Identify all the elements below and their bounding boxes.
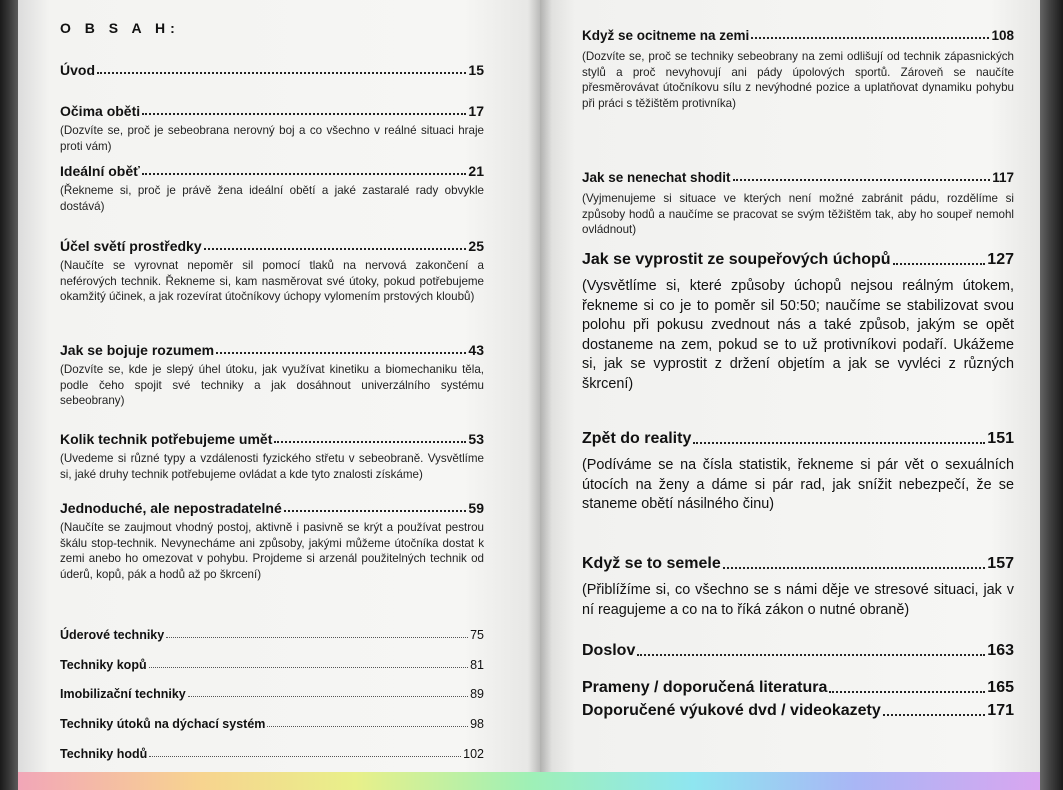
dot-leader — [274, 441, 466, 443]
toc-entry-title: Účel světí prostředky — [60, 238, 202, 254]
toc-entry-title: Jak se vyprostit ze soupeřových úchopů — [582, 251, 891, 268]
toc-entry-heading — [582, 702, 1014, 720]
dot-leader — [204, 248, 467, 250]
toc-entry-heading — [582, 679, 1014, 697]
toc-subentry-heading — [60, 628, 484, 642]
toc-entry-description: (Naučíte se vyrovnat nepoměr sil pomocí tlaků na nervová zakončení a neférových technik. Řekneme si, kam nasměrovat své útoky, pokud potřebujeme okamžitý účinek, a jak rozevírat útočníkovy úchopy vylomením prstových kloubů) — [60, 259, 484, 303]
toc-entry-title: Úvod — [60, 62, 95, 78]
toc-entry — [60, 342, 484, 409]
toc-entry — [60, 163, 484, 214]
toc-entry-heading — [60, 500, 484, 516]
toc-entry-page: 25 — [468, 238, 484, 254]
toc-entry-description: (Dozvíte se, kde je slepý úhel útoku, jak využívat kinetiku a biomechaniku těla, podle čeho spojit své techniky a jak dosáhnout univerzálního systému sebeobrany) — [60, 363, 484, 407]
toc-heading: O B S A H: — [60, 20, 180, 36]
toc-subentry-title: Techniky hodů — [60, 747, 148, 761]
toc-subentry-heading — [60, 687, 484, 701]
toc-entry-heading — [60, 163, 484, 179]
dot-leader — [97, 72, 466, 74]
toc-entry-heading — [582, 28, 1014, 43]
toc-entry — [582, 702, 1014, 720]
toc-entry-heading — [60, 342, 484, 358]
dot-leader — [188, 696, 468, 697]
toc-entry-heading — [60, 103, 484, 119]
toc-entry — [582, 555, 1014, 620]
right-page — [540, 0, 1040, 775]
dot-leader — [284, 510, 467, 512]
toc-entry-heading — [60, 62, 484, 78]
toc-entry-page: 157 — [987, 555, 1014, 572]
toc-entry-title: Prameny / doporučená literatura — [582, 679, 828, 696]
dot-leader — [893, 263, 986, 265]
toc-entry — [60, 103, 484, 154]
toc-entry-title: Když se ocitneme na zemi — [582, 28, 750, 43]
toc-subentry — [60, 687, 484, 701]
toc-subentry-page: 89 — [470, 687, 484, 701]
dot-leader — [216, 352, 466, 354]
toc-entry — [582, 28, 1014, 111]
left-page — [18, 0, 542, 775]
dot-leader — [637, 654, 985, 656]
toc-entry-title: Když se to semele — [582, 555, 721, 572]
toc-entry-heading — [582, 430, 1014, 448]
dot-leader — [142, 113, 466, 115]
toc-entry — [60, 238, 484, 305]
toc-entry-description: (Vysvětlíme si, které způsoby úchopů nejsou reálným útokem, řekneme si co je to poměr sil 50:50; naučíme se stabilizovat svou polohu při pokusu zvednout nás a také způsob, jakým se opět dostaneme na zem, pokud se to už protivníkovi podaří. Ukážeme si, jak se vyprostit z držení objetím a jak se vyvléci z různých škrcení) — [582, 278, 1014, 392]
toc-entry-description: (Dozvíte se, proč se techniky sebeobrany na zemi odlišují od technik zápasnických stylů a proč nevyhovují ani pády úpolových sportů. Zároveň se naučíte přesměrovávat útočníkovu sílu z nevýhodné pozice a uplatňovat dynamiku pohybu při práci s těžištěm protivníka) — [582, 50, 1014, 110]
toc-entry-description: (Dozvíte se, proč je sebeobrana nerovný boj a co všechno v reálné situaci hraje proti vám) — [60, 124, 484, 153]
toc-entry-page: 117 — [992, 170, 1014, 185]
toc-subentry — [60, 747, 484, 761]
dot-leader — [267, 726, 468, 727]
toc-entry-title: Jak se bojuje rozumem — [60, 342, 215, 358]
toc-entry-title: Ideální oběť — [60, 163, 140, 179]
dot-leader — [149, 756, 461, 757]
toc-entry-description: (Podíváme se na čísla statistik, řekneme si pár vět o sexuálních útocích na ženy a dáme si pár rad, jak snížit nebezpečí, že se staneme obětí násilného činu) — [582, 457, 1014, 512]
dot-leader — [751, 37, 989, 39]
toc-subentry-page: 98 — [470, 717, 484, 731]
toc-entry — [582, 642, 1014, 660]
toc-entry-description: (Vyjmenujeme si situace ve kterých není možné zabránit pádu, rozdělíme si způsoby hodů a naučíme se pracovat se svým těžištěm tak, aby ho soupeř nemohl ovládnout) — [582, 192, 1014, 236]
toc-entry-title: Jednoduché, ale nepostradatelné — [60, 500, 282, 516]
dot-leader — [149, 667, 469, 668]
toc-subentry-heading — [60, 658, 484, 672]
toc-subentry-title: Techniky kopů — [60, 658, 147, 672]
toc-entry-page: 21 — [468, 163, 484, 179]
toc-entry-page: 108 — [991, 28, 1014, 43]
toc-entry-heading — [582, 555, 1014, 573]
toc-subentry-heading — [60, 747, 484, 761]
toc-subentry-title: Úderové techniky — [60, 628, 165, 642]
toc-entry — [582, 251, 1014, 394]
dot-leader — [723, 567, 986, 569]
toc-entry-title: Jak se nenechat shodit — [582, 170, 731, 185]
toc-entry-heading — [60, 431, 484, 447]
toc-entry-page: 59 — [468, 500, 484, 516]
dot-leader — [883, 714, 986, 716]
page-edge-rainbow — [18, 772, 1040, 790]
toc-entry-description: (Přiblížíme si, co všechno se s námi děje ve stresové situaci, jak v ní reagujeme a co na to říká zákon o nutné obraně) — [582, 582, 1014, 618]
toc-entry-title: Očima oběti — [60, 103, 141, 119]
toc-entry-page: 43 — [468, 342, 484, 358]
toc-entry-page: 171 — [987, 702, 1014, 719]
toc-subentry-title: Imobilizační techniky — [60, 687, 186, 701]
toc-entry-title: Kolik technik potřebujeme umět — [60, 431, 273, 447]
dot-leader — [142, 173, 467, 175]
toc-entry — [582, 679, 1014, 697]
toc-entry-page: 53 — [468, 431, 484, 447]
toc-entry-heading — [60, 238, 484, 254]
toc-entry-title: Doporučené výukové dvd / videokazety — [582, 702, 881, 719]
toc-entry-page: 151 — [987, 430, 1014, 447]
toc-subentry — [60, 658, 484, 672]
dot-leader — [829, 691, 985, 693]
dot-leader — [166, 637, 468, 638]
toc-entry-page: 127 — [987, 251, 1014, 268]
toc-entry-heading — [582, 642, 1014, 660]
toc-subentry — [60, 628, 484, 642]
toc-entry — [60, 431, 484, 482]
toc-entry-description: (Naučíte se zaujmout vhodný postoj, aktivně i pasivně se krýt a používat pestrou škálu stop-technik. Nevynecháme ani způsoby, jakými můžeme útočníka dostat k zemi anebo ho omezovat v pohybu. Projdeme si arzenál použitelných technik od úderů, kopů, pák a hodů až po škrcení) — [60, 521, 484, 581]
toc-subentry-heading — [60, 717, 484, 731]
toc-entry-description: (Uvedeme si různé typy a vzdálenosti fyzického střetu v sebeobraně. Vysvětlíme si, jaké druhy technik potřebujeme ovládat a kde tyto znalosti získáme) — [60, 452, 484, 481]
toc-entry — [60, 62, 484, 78]
toc-entry — [60, 500, 484, 582]
toc-subentry — [60, 717, 484, 731]
toc-entry-title: Doslov — [582, 642, 636, 659]
toc-entry-page: 17 — [468, 103, 484, 119]
toc-entry-page: 163 — [987, 642, 1014, 659]
toc-entry — [582, 430, 1014, 515]
toc-entry-page: 15 — [468, 62, 484, 78]
dot-leader — [693, 442, 985, 444]
toc-entry-heading — [582, 251, 1014, 269]
toc-subentry-page: 75 — [470, 628, 484, 642]
toc-subentry-page: 81 — [470, 658, 484, 672]
book-gutter — [528, 0, 552, 775]
toc-subentry-title: Techniky útoků na dýchací systém — [60, 717, 266, 731]
toc-entry-page: 165 — [987, 679, 1014, 696]
toc-entry-title: Zpět do reality — [582, 430, 692, 447]
dot-leader — [733, 179, 991, 181]
toc-subentry-page: 102 — [463, 747, 484, 761]
toc-entry-heading — [582, 170, 1014, 185]
toc-entry-description: (Řekneme si, proč je právě žena ideální obětí a jaké zastaralé rady obvykle dostává) — [60, 184, 484, 213]
toc-entry — [582, 170, 1014, 238]
